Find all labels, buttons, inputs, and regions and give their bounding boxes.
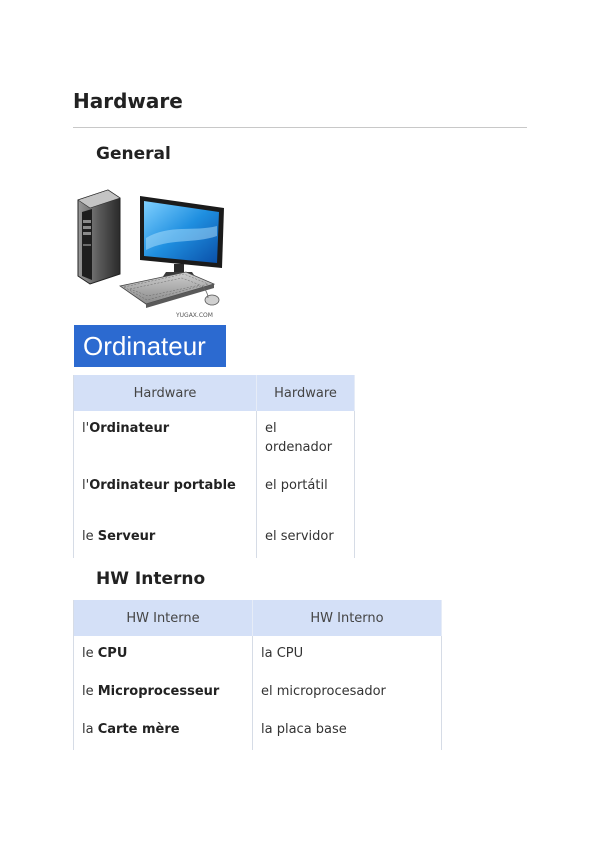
- keyboard: [120, 272, 214, 308]
- table-row: [74, 515, 355, 558]
- table-row: [74, 674, 442, 712]
- french-term: le Serveur: [74, 515, 257, 558]
- table-header-row: [74, 375, 355, 411]
- image-watermark: YUGAX.COM: [176, 312, 213, 319]
- hardware-vocab-table: [73, 375, 355, 558]
- section-heading-hw-interno: HW Interno: [96, 569, 206, 589]
- spanish-term: la CPU: [253, 636, 442, 674]
- french-term: la Carte mère: [74, 712, 253, 750]
- table-row: [74, 636, 442, 674]
- section-heading-general: General: [96, 144, 171, 164]
- french-term: l'Ordinateur: [74, 411, 257, 468]
- page-title: Hardware: [73, 89, 183, 113]
- french-term: le Microprocesseur: [74, 674, 253, 712]
- table-row: [74, 712, 442, 750]
- table-row: [74, 411, 355, 468]
- title-divider: [73, 127, 527, 128]
- column-header-french: Hardware: [74, 375, 257, 411]
- french-term: le CPU: [74, 636, 253, 674]
- ordinateur-banner: Ordinateur: [74, 325, 226, 367]
- table-row: [74, 468, 355, 515]
- spanish-term: el ordenador: [257, 411, 355, 468]
- desktop-computer-image: [74, 186, 226, 320]
- monitor: [140, 196, 224, 278]
- table-header-row: [74, 600, 442, 636]
- french-term: l'Ordinateur portable: [74, 468, 257, 515]
- tower-case: [78, 190, 120, 284]
- column-header-french: HW Interne: [74, 600, 253, 636]
- column-header-spanish: Hardware: [257, 375, 355, 411]
- column-header-spanish: HW Interno: [253, 600, 442, 636]
- spanish-term: el portátil: [257, 468, 355, 515]
- spanish-term: el servidor: [257, 515, 355, 558]
- spanish-term: la placa base: [253, 712, 442, 750]
- spanish-term: el microprocesador: [253, 674, 442, 712]
- hw-interno-vocab-table: [73, 600, 442, 750]
